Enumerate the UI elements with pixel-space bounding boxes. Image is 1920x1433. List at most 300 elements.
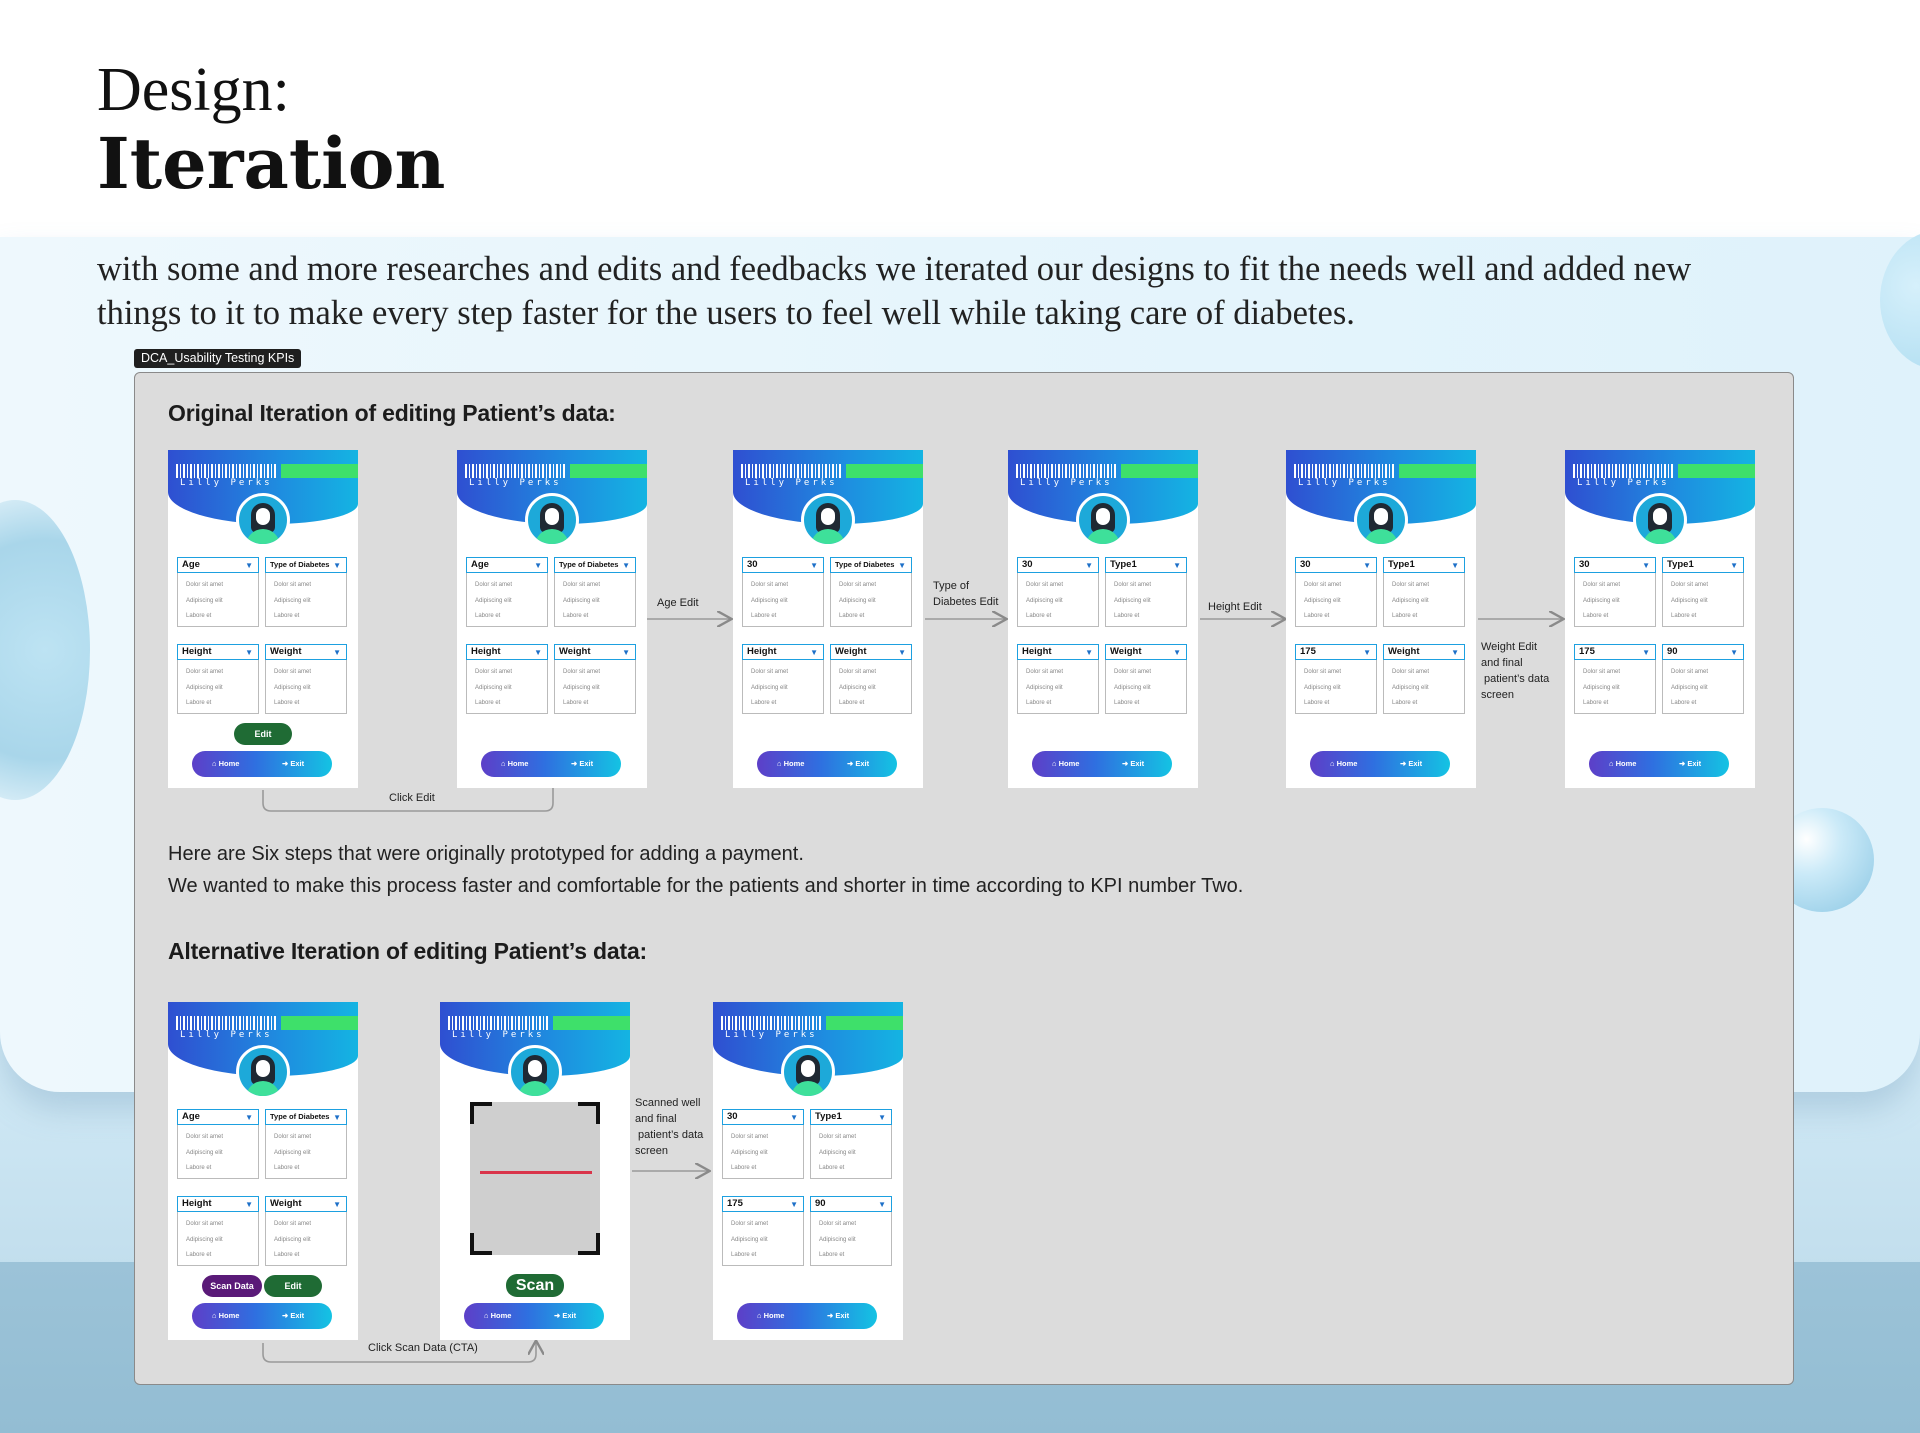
data-field-box[interactable] xyxy=(722,1196,804,1266)
data-field-box[interactable] xyxy=(742,644,824,714)
placeholder-line: Labore et xyxy=(274,700,300,706)
chevron-down-icon: ▼ xyxy=(790,1200,798,1209)
flow-label-age-edit: Age Edit xyxy=(657,597,699,609)
data-field-box[interactable] xyxy=(1662,644,1744,714)
description-line: We wanted to make this process faster and comfortable for the patients and shorter in time according to KPI number Two. xyxy=(168,875,1244,897)
placeholder-line: Dolor sit amet xyxy=(751,582,789,588)
home-label: Home xyxy=(218,1311,240,1320)
placeholder-line: Dolor sit amet xyxy=(186,1134,224,1140)
home-label: Home xyxy=(763,1311,785,1320)
viewfinder-corner xyxy=(578,1233,600,1255)
placeholder-line: Labore et xyxy=(186,613,212,619)
placeholder-line: Adipiscing elit xyxy=(563,684,600,691)
field-dropdown[interactable] xyxy=(177,644,259,660)
chevron-down-icon: ▼ xyxy=(1642,648,1650,657)
field-options xyxy=(1114,665,1151,712)
field-value: Type of Diabetes xyxy=(270,560,330,569)
exit-button[interactable]: ➜ Exit xyxy=(1679,759,1702,768)
field-value: 175 xyxy=(727,1198,743,1209)
data-field-box[interactable] xyxy=(1662,557,1744,627)
avatar-face xyxy=(256,508,270,525)
edit-button[interactable]: Edit xyxy=(234,723,292,745)
field-dropdown[interactable] xyxy=(1383,644,1465,660)
avatar-face xyxy=(528,1060,542,1077)
field-dropdown[interactable] xyxy=(742,557,824,573)
phone-screen-step-3 xyxy=(733,450,923,788)
field-value: Type1 xyxy=(1388,559,1415,570)
field-dropdown[interactable] xyxy=(177,557,259,573)
placeholder-line: Labore et xyxy=(1304,613,1330,619)
placeholder-line: Labore et xyxy=(1114,700,1140,706)
field-dropdown[interactable] xyxy=(810,1109,892,1125)
field-value: Type1 xyxy=(1110,559,1137,570)
flow-label-line: screen xyxy=(635,1145,669,1157)
barcode-icon xyxy=(176,1016,276,1030)
chevron-down-icon: ▼ xyxy=(878,1200,886,1209)
placeholder-line: Dolor sit amet xyxy=(819,1221,857,1227)
placeholder-line: Dolor sit amet xyxy=(274,582,312,588)
patient-name: Lilly Perks xyxy=(452,1030,545,1040)
flow-label-click-scan: Click Scan Data (CTA) xyxy=(368,1342,478,1354)
patient-name: Lilly Perks xyxy=(745,478,838,488)
placeholder-line: Adipiscing elit xyxy=(819,1149,856,1156)
exit-button[interactable]: ➜ Exit xyxy=(282,1311,305,1320)
placeholder-line: Dolor sit amet xyxy=(1114,582,1152,588)
field-value: Weight xyxy=(1110,646,1142,657)
data-field-box[interactable] xyxy=(1017,557,1099,627)
data-field-box[interactable] xyxy=(177,1109,259,1179)
field-options xyxy=(839,578,876,625)
field-options xyxy=(274,665,311,712)
alternative-iteration-title: Alternative Iteration of editing Patient’s data: xyxy=(168,938,648,964)
status-bar xyxy=(1678,464,1755,478)
field-dropdown[interactable] xyxy=(177,1109,259,1125)
home-label: Home xyxy=(218,759,240,768)
data-field-box[interactable] xyxy=(1105,557,1187,627)
data-field-box[interactable] xyxy=(1105,644,1187,714)
field-value: Weight xyxy=(835,646,867,657)
placeholder-line: Adipiscing elit xyxy=(186,1236,223,1243)
viewfinder-corner xyxy=(470,1233,492,1255)
avatar-body xyxy=(535,529,569,547)
bottom-nav xyxy=(192,1303,332,1329)
placeholder-line: Labore et xyxy=(186,700,212,706)
placeholder-line: Dolor sit amet xyxy=(475,582,513,588)
placeholder-line: Labore et xyxy=(1671,700,1697,706)
home-button[interactable]: ⌂ Home xyxy=(1609,759,1637,768)
field-options xyxy=(1114,578,1151,625)
field-options xyxy=(274,1217,311,1264)
placeholder-line: Labore et xyxy=(186,1165,212,1171)
chevron-down-icon: ▼ xyxy=(622,561,630,570)
placeholder-line: Labore et xyxy=(1304,700,1330,706)
field-dropdown[interactable] xyxy=(1017,644,1099,660)
data-field-box[interactable] xyxy=(830,644,912,714)
status-bar xyxy=(281,464,358,478)
chevron-down-icon: ▼ xyxy=(1173,648,1181,657)
phone-screen-alt-scan xyxy=(440,1002,630,1340)
data-field-box[interactable] xyxy=(1295,557,1377,627)
data-field-box[interactable] xyxy=(265,644,347,714)
chevron-down-icon: ▼ xyxy=(810,561,818,570)
placeholder-line: Adipiscing elit xyxy=(819,1236,856,1243)
home-label: Home xyxy=(490,1311,512,1320)
intro-line: with some and more researches and edits and feedbacks we iterated our designs to fit the needs well and added new xyxy=(97,250,1692,288)
placeholder-line: Adipiscing elit xyxy=(1671,597,1708,604)
data-field-box[interactable] xyxy=(177,1196,259,1266)
placeholder-line: Dolor sit amet xyxy=(563,582,601,588)
data-field-box[interactable] xyxy=(1383,644,1465,714)
placeholder-line: Adipiscing elit xyxy=(186,684,223,691)
exit-button[interactable]: ➜ Exit xyxy=(1122,759,1145,768)
field-value: 90 xyxy=(815,1198,826,1209)
field-value: Weight xyxy=(270,1198,302,1209)
data-field-box[interactable] xyxy=(265,1196,347,1266)
field-options xyxy=(475,665,512,712)
placeholder-line: Labore et xyxy=(1026,700,1052,706)
placeholder-line: Adipiscing elit xyxy=(731,1236,768,1243)
placeholder-line: Dolor sit amet xyxy=(274,669,312,675)
home-button[interactable]: ⌂ Home xyxy=(757,1311,785,1320)
field-dropdown[interactable] xyxy=(830,644,912,660)
placeholder-line: Labore et xyxy=(563,613,589,619)
exit-label: Exit xyxy=(1687,759,1702,768)
barcode-icon xyxy=(1573,464,1673,478)
barcode-icon xyxy=(1294,464,1394,478)
status-bar xyxy=(281,1016,358,1030)
home-button[interactable]: ⌂ Home xyxy=(1052,759,1080,768)
field-dropdown[interactable] xyxy=(177,1196,259,1212)
barcode-icon xyxy=(721,1016,821,1030)
edit-button[interactable]: Edit xyxy=(264,1275,322,1297)
field-dropdown[interactable] xyxy=(466,557,548,573)
field-dropdown[interactable] xyxy=(265,644,347,660)
avatar-body xyxy=(791,1081,825,1099)
field-dropdown[interactable] xyxy=(1105,557,1187,573)
field-dropdown[interactable] xyxy=(1574,557,1656,573)
field-value: Type of Diabetes xyxy=(835,560,895,569)
placeholder-line: Labore et xyxy=(1026,613,1052,619)
avatar-face xyxy=(1096,508,1110,525)
chevron-down-icon: ▼ xyxy=(1085,648,1093,657)
placeholder-line: Labore et xyxy=(1114,613,1140,619)
original-iteration-title: Original Iteration of editing Patient’s data: xyxy=(168,400,616,426)
placeholder-line: Adipiscing elit xyxy=(751,597,788,604)
exit-label: Exit xyxy=(562,1311,577,1320)
field-dropdown[interactable] xyxy=(1017,557,1099,573)
chevron-down-icon: ▼ xyxy=(245,1200,253,1209)
avatar xyxy=(1076,493,1130,547)
phone-screen-step-1 xyxy=(168,450,358,788)
placeholder-line: Dolor sit amet xyxy=(186,1221,224,1227)
exit-button[interactable]: ➜ Exit xyxy=(827,1311,850,1320)
field-dropdown[interactable] xyxy=(554,557,636,573)
status-bar xyxy=(1121,464,1198,478)
chevron-down-icon: ▼ xyxy=(333,648,341,657)
data-field-box[interactable] xyxy=(1383,557,1465,627)
placeholder-line: Dolor sit amet xyxy=(1583,582,1621,588)
chevron-down-icon: ▼ xyxy=(245,561,253,570)
field-value: 175 xyxy=(1579,646,1595,657)
placeholder-line: Labore et xyxy=(186,1252,212,1258)
placeholder-line: Dolor sit amet xyxy=(1304,582,1342,588)
bottom-nav xyxy=(481,751,621,777)
placeholder-line: Adipiscing elit xyxy=(1026,684,1063,691)
flow-label-line: Type of xyxy=(933,580,970,592)
status-bar xyxy=(553,1016,630,1030)
phone-screen-step-6 xyxy=(1565,450,1755,788)
field-value: 30 xyxy=(727,1111,738,1122)
field-dropdown[interactable] xyxy=(1574,644,1656,660)
data-field-box[interactable] xyxy=(1295,644,1377,714)
field-options xyxy=(274,578,311,625)
scan-data-button[interactable]: Scan Data xyxy=(202,1275,262,1297)
placeholder-line: Labore et xyxy=(1392,613,1418,619)
field-dropdown[interactable] xyxy=(1662,644,1744,660)
data-field-box[interactable] xyxy=(265,557,347,627)
patient-name: Lilly Perks xyxy=(469,478,562,488)
placeholder-line: Labore et xyxy=(1583,700,1609,706)
placeholder-line: Dolor sit amet xyxy=(1114,669,1152,675)
placeholder-line: Dolor sit amet xyxy=(839,669,877,675)
placeholder-line: Dolor sit amet xyxy=(563,669,601,675)
field-options xyxy=(186,1217,223,1264)
scan-button[interactable]: Scan xyxy=(506,1274,564,1297)
exit-button[interactable]: ➜ Exit xyxy=(282,759,305,768)
data-field-box[interactable] xyxy=(742,557,824,627)
field-value: 30 xyxy=(1300,559,1311,570)
field-dropdown[interactable] xyxy=(722,1109,804,1125)
home-button[interactable]: ⌂ Home xyxy=(1330,759,1358,768)
phone-screen-step-4 xyxy=(1008,450,1198,788)
avatar-body xyxy=(1643,529,1677,547)
placeholder-line: Adipiscing elit xyxy=(1026,597,1063,604)
data-field-box[interactable] xyxy=(722,1109,804,1179)
data-field-box[interactable] xyxy=(466,644,548,714)
placeholder-line: Adipiscing elit xyxy=(274,1236,311,1243)
patient-name: Lilly Perks xyxy=(1020,478,1113,488)
chevron-down-icon: ▼ xyxy=(898,648,906,657)
placeholder-line: Adipiscing elit xyxy=(1671,684,1708,691)
placeholder-line: Dolor sit amet xyxy=(751,669,789,675)
data-field-box[interactable] xyxy=(177,644,259,714)
exit-button[interactable]: ➜ Exit xyxy=(847,759,870,768)
placeholder-line: Labore et xyxy=(751,613,777,619)
home-label: Home xyxy=(1615,759,1637,768)
field-value: Type1 xyxy=(1667,559,1694,570)
field-dropdown[interactable] xyxy=(1662,557,1744,573)
avatar xyxy=(508,1045,562,1099)
flow-label-click-edit: Click Edit xyxy=(389,792,435,804)
field-dropdown[interactable] xyxy=(1383,557,1465,573)
field-options xyxy=(819,1217,856,1264)
field-value: Height xyxy=(182,1198,212,1209)
status-bar xyxy=(846,464,923,478)
field-value: Height xyxy=(747,646,777,657)
field-value: 30 xyxy=(1022,559,1033,570)
placeholder-line: Labore et xyxy=(839,613,865,619)
home-button[interactable]: ⌂ Home xyxy=(484,1311,512,1320)
placeholder-line: Adipiscing elit xyxy=(274,1149,311,1156)
placeholder-line: Adipiscing elit xyxy=(186,1149,223,1156)
flow-label-scanned xyxy=(635,1095,703,1159)
field-value: Type of Diabetes xyxy=(270,1112,330,1121)
field-dropdown[interactable] xyxy=(1295,557,1377,573)
placeholder-line: Adipiscing elit xyxy=(751,684,788,691)
placeholder-line: Dolor sit amet xyxy=(1026,669,1064,675)
field-options xyxy=(274,1130,311,1177)
data-field-box[interactable] xyxy=(1574,644,1656,714)
frame-label[interactable]: DCA_Usability Testing KPIs xyxy=(134,349,301,368)
placeholder-line: Labore et xyxy=(1671,613,1697,619)
exit-label: Exit xyxy=(855,759,870,768)
placeholder-line: Dolor sit amet xyxy=(839,582,877,588)
data-field-box[interactable] xyxy=(554,644,636,714)
flow-label-type-edit xyxy=(933,578,998,610)
data-field-box[interactable] xyxy=(554,557,636,627)
placeholder-line: Adipiscing elit xyxy=(563,597,600,604)
data-field-box[interactable] xyxy=(265,1109,347,1179)
field-dropdown[interactable] xyxy=(1105,644,1187,660)
data-field-box[interactable] xyxy=(830,557,912,627)
field-value: Type of Diabetes xyxy=(559,560,619,569)
chevron-down-icon: ▼ xyxy=(1363,648,1371,657)
field-value: Weight xyxy=(1388,646,1420,657)
avatar-face xyxy=(256,1060,270,1077)
avatar-body xyxy=(1086,529,1120,547)
flow-label-height-edit: Height Edit xyxy=(1208,601,1262,613)
field-dropdown[interactable] xyxy=(265,1109,347,1125)
field-value: Weight xyxy=(559,646,591,657)
avatar xyxy=(781,1045,835,1099)
field-dropdown[interactable] xyxy=(1295,644,1377,660)
bottom-nav xyxy=(1032,751,1172,777)
field-value: 90 xyxy=(1667,646,1678,657)
field-options xyxy=(839,665,876,712)
home-label: Home xyxy=(1058,759,1080,768)
status-bar xyxy=(570,464,647,478)
field-dropdown[interactable] xyxy=(554,644,636,660)
exit-button[interactable]: ➜ Exit xyxy=(1400,759,1423,768)
exit-label: Exit xyxy=(290,759,305,768)
field-options xyxy=(1026,665,1063,712)
page-title: Iteration xyxy=(97,122,446,205)
flow-label-line: Diabetes Edit xyxy=(933,596,999,608)
placeholder-line: Labore et xyxy=(274,1252,300,1258)
patient-name: Lilly Perks xyxy=(1298,478,1391,488)
home-button[interactable]: ⌂ Home xyxy=(501,759,529,768)
placeholder-line: Adipiscing elit xyxy=(186,597,223,604)
placeholder-line: Dolor sit amet xyxy=(274,1134,312,1140)
flow-label-line: Scanned well xyxy=(635,1097,701,1109)
bottom-nav xyxy=(464,1303,604,1329)
flow-label-line: patient’s data xyxy=(1484,673,1550,685)
placeholder-line: Labore et xyxy=(839,700,865,706)
field-value: Age xyxy=(182,1111,200,1122)
page-subtitle: Design: xyxy=(97,56,290,124)
chevron-down-icon: ▼ xyxy=(1642,561,1650,570)
chevron-down-icon: ▼ xyxy=(810,648,818,657)
placeholder-line: Adipiscing elit xyxy=(1392,597,1429,604)
field-dropdown[interactable] xyxy=(265,557,347,573)
exit-label: Exit xyxy=(1408,759,1423,768)
data-field-box[interactable] xyxy=(1017,644,1099,714)
field-dropdown[interactable] xyxy=(830,557,912,573)
home-button[interactable]: ⌂ Home xyxy=(212,759,240,768)
bottom-nav xyxy=(737,1303,877,1329)
field-value: Weight xyxy=(270,646,302,657)
data-field-box[interactable] xyxy=(466,557,548,627)
placeholder-line: Dolor sit amet xyxy=(819,1134,857,1140)
bottom-nav xyxy=(757,751,897,777)
scan-viewfinder xyxy=(470,1102,600,1255)
field-dropdown[interactable] xyxy=(742,644,824,660)
avatar-body xyxy=(246,529,280,547)
bottom-nav xyxy=(1589,751,1729,777)
field-options xyxy=(731,1130,768,1177)
patient-name: Lilly Perks xyxy=(180,478,273,488)
chevron-down-icon: ▼ xyxy=(534,561,542,570)
placeholder-line: Labore et xyxy=(475,700,501,706)
home-button[interactable]: ⌂ Home xyxy=(212,1311,240,1320)
avatar-face xyxy=(1653,508,1667,525)
field-options xyxy=(751,578,788,625)
placeholder-line: Dolor sit amet xyxy=(731,1134,769,1140)
barcode-icon xyxy=(1016,464,1116,478)
chevron-down-icon: ▼ xyxy=(1363,561,1371,570)
placeholder-line: Dolor sit amet xyxy=(1304,669,1342,675)
field-value: 30 xyxy=(747,559,758,570)
placeholder-line: Adipiscing elit xyxy=(1114,597,1151,604)
exit-label: Exit xyxy=(579,759,594,768)
exit-label: Exit xyxy=(1130,759,1145,768)
placeholder-line: Adipiscing elit xyxy=(1304,597,1341,604)
exit-button[interactable]: ➜ Exit xyxy=(571,759,594,768)
chevron-down-icon: ▼ xyxy=(898,561,906,570)
data-field-box[interactable] xyxy=(177,557,259,627)
exit-button[interactable]: ➜ Exit xyxy=(554,1311,577,1320)
placeholder-line: Labore et xyxy=(274,613,300,619)
field-value: Type1 xyxy=(815,1111,842,1122)
field-options xyxy=(1671,578,1708,625)
patient-name: Lilly Perks xyxy=(180,1030,273,1040)
phone-screen-step-5 xyxy=(1286,450,1476,788)
field-dropdown[interactable] xyxy=(265,1196,347,1212)
bottom-nav xyxy=(192,751,332,777)
placeholder-line: Labore et xyxy=(731,1165,757,1171)
exit-label: Exit xyxy=(290,1311,305,1320)
placeholder-line: Dolor sit amet xyxy=(1392,582,1430,588)
field-dropdown[interactable] xyxy=(722,1196,804,1212)
field-dropdown[interactable] xyxy=(810,1196,892,1212)
home-button[interactable]: ⌂ Home xyxy=(777,759,805,768)
barcode-icon xyxy=(465,464,565,478)
data-field-box[interactable] xyxy=(810,1196,892,1266)
chevron-down-icon: ▼ xyxy=(245,648,253,657)
data-field-box[interactable] xyxy=(1574,557,1656,627)
chevron-down-icon: ▼ xyxy=(1451,561,1459,570)
phone-screen-alt-step-1 xyxy=(168,1002,358,1340)
field-options xyxy=(1304,665,1341,712)
placeholder-line: Labore et xyxy=(274,1165,300,1171)
chevron-down-icon: ▼ xyxy=(790,1113,798,1122)
field-options xyxy=(186,665,223,712)
intro-line: things to it to make every step faster for the users to feel well while taking care of diabetes. xyxy=(97,294,1355,332)
field-dropdown[interactable] xyxy=(466,644,548,660)
field-options xyxy=(563,578,600,625)
avatar xyxy=(1633,493,1687,547)
data-field-box[interactable] xyxy=(810,1109,892,1179)
